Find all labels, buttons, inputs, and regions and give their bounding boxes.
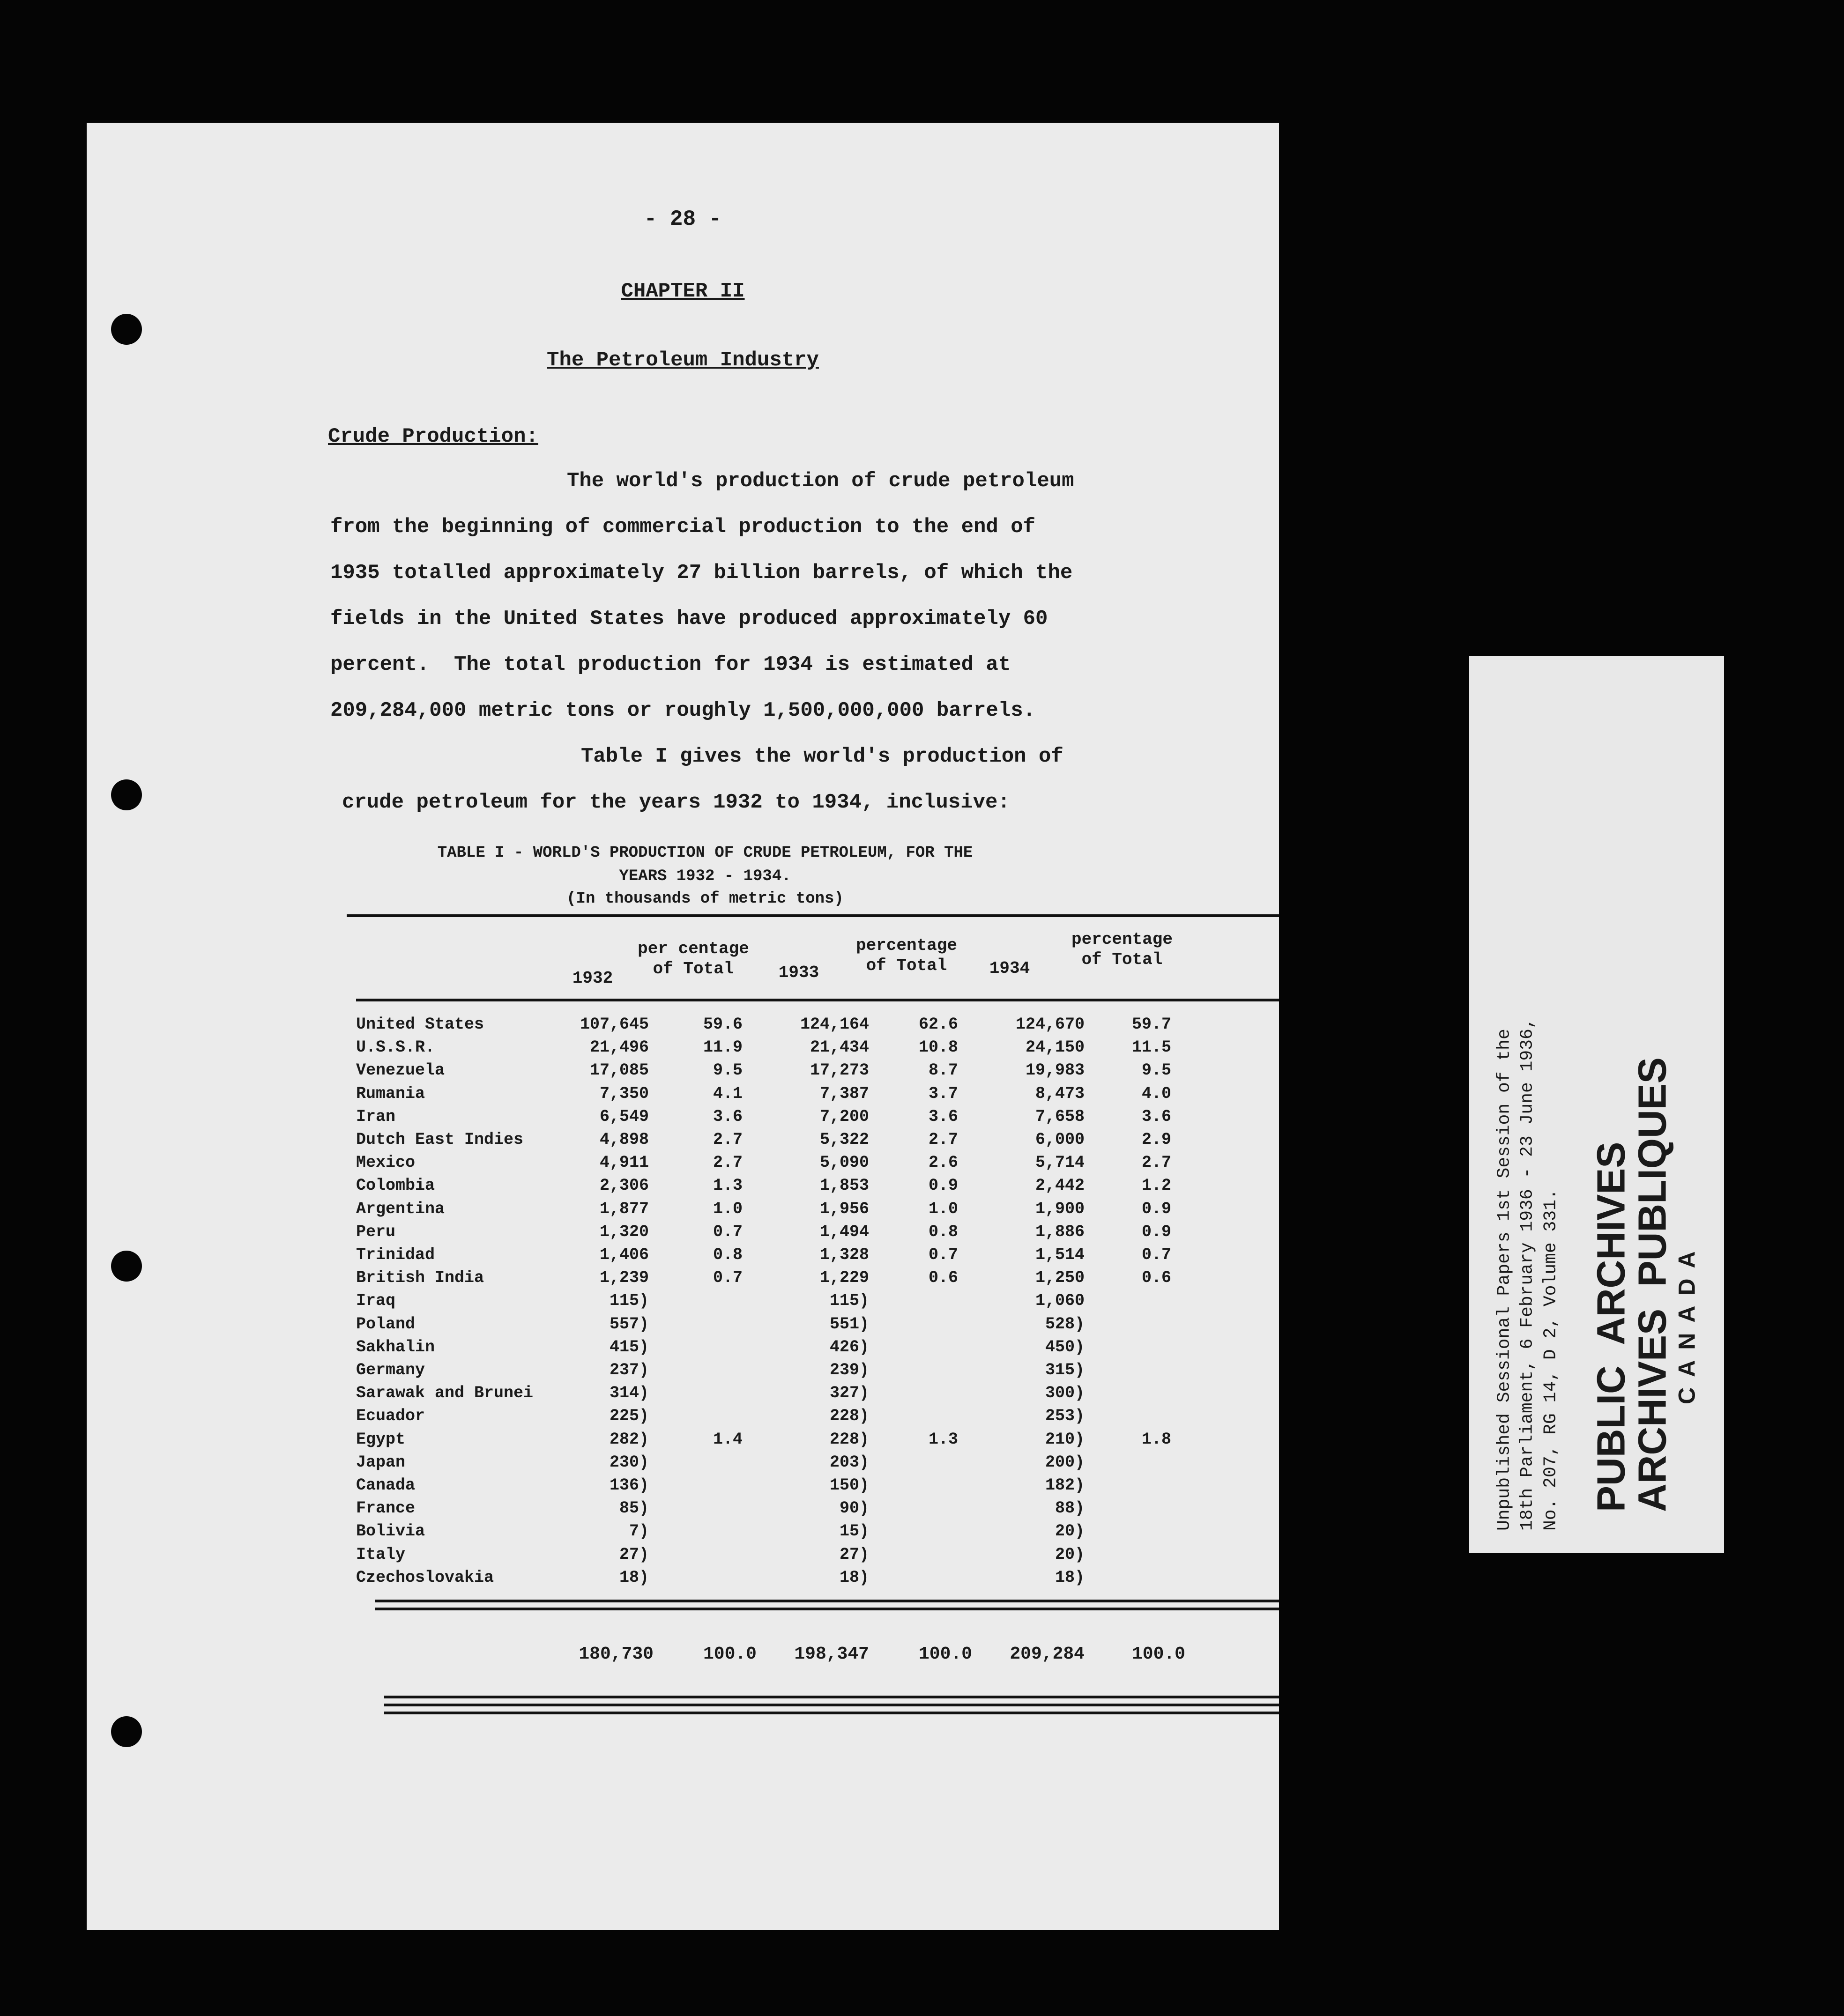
value-1932-cell: 225) (609, 1407, 649, 1426)
table-row (87, 1176, 1279, 1199)
header-pct-1934: percentage of Total (1071, 930, 1173, 970)
value-1934-cell: 1,900 (1035, 1199, 1085, 1218)
pct-1933-cell: 3.7 (928, 1084, 958, 1103)
paragraph-line: fields in the United States have produced approximately 60 (330, 607, 1048, 630)
value-1934-cell: 1,250 (1035, 1268, 1085, 1288)
paragraph-line: 209,284,000 metric tons or roughly 1,500,000,000 barrels. (330, 699, 1036, 722)
pct-1934-cell: 0.7 (1141, 1245, 1171, 1264)
punch-hole (111, 314, 142, 345)
pct-1933-cell: 0.6 (928, 1268, 958, 1288)
value-1933-cell: 15) (839, 1522, 869, 1541)
section-heading: Crude Production: (328, 425, 538, 448)
table-row (87, 1153, 1279, 1176)
archive-stamp-country: CANADA (1673, 1240, 1700, 1404)
value-1932-cell: 136) (609, 1476, 649, 1495)
country-cell: France (356, 1499, 416, 1518)
paragraph-line: 1935 totalled approximately 27 billion barrels, of which the (330, 561, 1073, 585)
total-pct-1932: 100.0 (703, 1644, 757, 1664)
table-row (87, 1223, 1279, 1245)
totals-rule (384, 1712, 1279, 1714)
country-cell: U.S.S.R. (356, 1038, 435, 1057)
table-row (87, 1061, 1279, 1083)
value-1933-cell: 124,164 (800, 1015, 869, 1034)
country-cell: British India (356, 1268, 484, 1288)
chapter-heading: CHAPTER II (621, 280, 745, 303)
header-1933: 1933 (778, 963, 819, 982)
pct-1934-cell: 0.6 (1141, 1268, 1171, 1288)
pct-1934-cell: 2.9 (1141, 1130, 1171, 1149)
pct-1933-cell: 0.8 (928, 1222, 958, 1241)
pct-1933-cell: 1.0 (928, 1199, 958, 1218)
country-cell: Rumania (356, 1084, 425, 1103)
table-row (87, 1407, 1279, 1429)
pct-1932-cell: 1.3 (713, 1176, 743, 1195)
pct-1932-cell: 4.1 (713, 1084, 743, 1103)
value-1933-cell: 228) (829, 1407, 869, 1426)
value-1933-cell: 239) (829, 1361, 869, 1379)
value-1932-cell: 314) (609, 1384, 649, 1403)
value-1933-cell: 18) (839, 1568, 869, 1587)
document-page (87, 123, 1279, 1930)
value-1933-cell: 90) (839, 1499, 869, 1518)
total-pct-1933: 100.0 (918, 1644, 972, 1664)
value-1933-cell: 1,229 (819, 1268, 869, 1288)
paragraph-line: from the beginning of commercial production to the end of (330, 515, 1036, 539)
archive-label (1469, 656, 1724, 1553)
total-1934: 209,284 (1010, 1644, 1085, 1664)
table-row (87, 1430, 1279, 1453)
value-1934-cell: 1,514 (1035, 1245, 1085, 1264)
value-1934-cell: 18) (1055, 1568, 1085, 1587)
value-1932-cell: 27) (619, 1545, 649, 1564)
value-1934-cell: 20) (1055, 1522, 1085, 1541)
paragraph-line: crude petroleum for the years 1932 to 1934, inclusive: (342, 791, 1010, 814)
value-1932-cell: 6,549 (599, 1107, 649, 1126)
country-cell: Iraq (356, 1291, 396, 1311)
total-pct-1934: 100.0 (1131, 1644, 1185, 1664)
value-1932-cell: 557) (609, 1314, 649, 1334)
table-row (87, 1384, 1279, 1406)
value-1933-cell: 150) (829, 1476, 869, 1495)
table-row (87, 1453, 1279, 1475)
pct-1934-cell: 0.9 (1141, 1199, 1171, 1218)
table-row (87, 1268, 1279, 1291)
value-1932-cell: 107,645 (580, 1015, 649, 1034)
pct-1932-cell: 1.0 (713, 1199, 743, 1218)
value-1934-cell: 182) (1045, 1476, 1085, 1495)
total-1932: 180,730 (579, 1644, 654, 1664)
totals-rule (384, 1696, 1279, 1698)
country-cell: United States (356, 1015, 484, 1034)
pct-1933-cell: 10.8 (918, 1038, 958, 1057)
value-1934-cell: 8,473 (1035, 1084, 1085, 1103)
value-1934-cell: 19,983 (1025, 1061, 1085, 1080)
country-cell: Trinidad (356, 1245, 435, 1264)
table-row (87, 1315, 1279, 1337)
value-1934-cell: 5,714 (1035, 1153, 1085, 1172)
table-row (87, 1084, 1279, 1107)
table-row (87, 1361, 1279, 1383)
value-1932-cell: 2,306 (599, 1176, 649, 1195)
value-1933-cell: 203) (829, 1453, 869, 1472)
table-rule-top (347, 914, 1279, 917)
pct-1932-cell: 0.7 (713, 1222, 743, 1241)
archive-label-text (1493, 664, 1700, 1545)
pct-1932-cell: 11.9 (703, 1038, 743, 1057)
value-1932-cell: 85) (619, 1499, 649, 1518)
value-1934-cell: 210) (1045, 1430, 1085, 1449)
value-1933-cell: 551) (829, 1314, 869, 1334)
country-cell: Sakhalin (356, 1337, 435, 1356)
pct-1934-cell: 3.6 (1141, 1107, 1171, 1126)
pct-1934-cell: 59.7 (1131, 1015, 1171, 1034)
pct-1933-cell: 2.7 (928, 1130, 958, 1149)
table-caption-units: (In thousands of metric tons) (566, 890, 844, 908)
table-caption-years: YEARS 1932 - 1934. (619, 867, 791, 885)
value-1934-cell: 124,670 (1015, 1015, 1085, 1034)
page-number: - 28 - (644, 207, 722, 231)
value-1933-cell: 327) (829, 1384, 869, 1403)
pct-1932-cell: 3.6 (713, 1107, 743, 1126)
value-1933-cell: 426) (829, 1337, 869, 1356)
pct-1933-cell: 62.6 (918, 1015, 958, 1034)
value-1933-cell: 228) (829, 1430, 869, 1449)
country-cell: Sarawak and Brunei (356, 1384, 534, 1403)
table-row (87, 1291, 1279, 1314)
value-1934-cell: 7,658 (1035, 1107, 1085, 1126)
value-1932-cell: 115) (609, 1291, 649, 1311)
value-1932-cell: 4,898 (599, 1130, 649, 1149)
country-cell: Ecuador (356, 1407, 425, 1426)
value-1932-cell: 415) (609, 1337, 649, 1356)
pct-1932-cell: 2.7 (713, 1153, 743, 1172)
value-1933-cell: 1,853 (819, 1176, 869, 1195)
header-pct-1933: percentage of Total (855, 936, 958, 976)
header-1934: 1934 (989, 959, 1030, 978)
country-cell: Venezuela (356, 1061, 445, 1080)
value-1933-cell: 27) (839, 1545, 869, 1564)
value-1932-cell: 7,350 (599, 1084, 649, 1103)
table-row (87, 1522, 1279, 1544)
value-1934-cell: 450) (1045, 1337, 1085, 1356)
value-1934-cell: 315) (1045, 1361, 1085, 1379)
pct-1932-cell: 1.4 (713, 1430, 743, 1449)
pct-1932-cell: 9.5 (713, 1061, 743, 1080)
table-row (87, 1015, 1279, 1038)
punch-hole (111, 779, 142, 810)
table-rule-bottom (375, 1608, 1279, 1610)
chapter-title: The Petroleum Industry (547, 348, 819, 372)
value-1934-cell: 253) (1045, 1407, 1085, 1426)
table-rule-header (356, 999, 1279, 1001)
value-1932-cell: 282) (609, 1430, 649, 1449)
value-1933-cell: 7,387 (819, 1084, 869, 1103)
value-1933-cell: 115) (829, 1291, 869, 1311)
table-row (87, 1338, 1279, 1360)
value-1934-cell: 6,000 (1035, 1130, 1085, 1149)
totals-rule (384, 1704, 1279, 1706)
value-1933-cell: 21,434 (810, 1038, 869, 1057)
value-1934-cell: 200) (1045, 1453, 1085, 1472)
value-1933-cell: 1,328 (819, 1245, 869, 1264)
pct-1933-cell: 3.6 (928, 1107, 958, 1126)
table-row (87, 1038, 1279, 1060)
pct-1932-cell: 0.7 (713, 1268, 743, 1288)
header-1932: 1932 (572, 969, 613, 988)
country-cell: Peru (356, 1222, 396, 1241)
pct-1933-cell: 0.9 (928, 1176, 958, 1195)
value-1933-cell: 1,494 (819, 1222, 869, 1241)
value-1934-cell: 20) (1055, 1545, 1085, 1564)
country-cell: Poland (356, 1314, 416, 1334)
pct-1932-cell: 2.7 (713, 1130, 743, 1149)
country-cell: Mexico (356, 1153, 416, 1172)
value-1932-cell: 4,911 (599, 1153, 649, 1172)
paragraph-line: Table I gives the world's production of (581, 745, 1063, 768)
value-1932-cell: 1,320 (599, 1222, 649, 1241)
table-rule-bottom (375, 1600, 1279, 1602)
pct-1934-cell: 0.9 (1141, 1222, 1171, 1241)
value-1933-cell: 17,273 (810, 1061, 869, 1080)
paragraph-line: The world's production of crude petroleum (567, 469, 1074, 493)
value-1932-cell: 1,406 (599, 1245, 649, 1264)
pct-1933-cell: 8.7 (928, 1061, 958, 1080)
pct-1932-cell: 0.8 (713, 1245, 743, 1264)
value-1932-cell: 7) (629, 1522, 649, 1541)
table-row (87, 1545, 1279, 1568)
pct-1934-cell: 2.7 (1141, 1153, 1171, 1172)
country-cell: Dutch East Indies (356, 1130, 524, 1149)
country-cell: Colombia (356, 1176, 435, 1195)
pct-1934-cell: 4.0 (1141, 1084, 1171, 1103)
archive-stamp-french: ARCHIVES PUBLIQUES (1630, 1057, 1674, 1512)
value-1934-cell: 1,060 (1035, 1291, 1085, 1311)
archive-stamp-english: PUBLIC ARCHIVES (1589, 1141, 1633, 1512)
pct-1932-cell: 59.6 (703, 1015, 743, 1034)
pct-1933-cell: 1.3 (928, 1430, 958, 1449)
archive-citation-line: Unpublished Sessional Papers 1st Session of the (1494, 1028, 1515, 1531)
value-1934-cell: 2,442 (1035, 1176, 1085, 1195)
pct-1934-cell: 11.5 (1131, 1038, 1171, 1057)
country-cell: Canada (356, 1476, 416, 1495)
value-1932-cell: 230) (609, 1453, 649, 1472)
table-row (87, 1107, 1279, 1130)
pct-1934-cell: 1.2 (1141, 1176, 1171, 1195)
value-1934-cell: 300) (1045, 1384, 1085, 1403)
header-pct-1932: per centage of Total (638, 939, 749, 979)
table-row (87, 1130, 1279, 1153)
value-1933-cell: 5,090 (819, 1153, 869, 1172)
country-cell: Iran (356, 1107, 396, 1126)
value-1932-cell: 1,239 (599, 1268, 649, 1288)
country-cell: Argentina (356, 1199, 445, 1218)
archive-citation-line: 18th Parliament, 6 February 1936 - 23 June 1936, (1517, 1017, 1538, 1531)
table-caption: TABLE I - WORLD'S PRODUCTION OF CRUDE PETROLEUM, FOR THE (437, 844, 973, 862)
value-1932-cell: 17,085 (589, 1061, 649, 1080)
pct-1933-cell: 0.7 (928, 1245, 958, 1264)
table-row (87, 1476, 1279, 1498)
value-1934-cell: 528) (1045, 1314, 1085, 1334)
total-1933: 198,347 (794, 1644, 869, 1664)
value-1933-cell: 1,956 (819, 1199, 869, 1218)
punch-hole (111, 1716, 142, 1747)
country-cell: Egypt (356, 1430, 406, 1449)
table-row (87, 1499, 1279, 1521)
pct-1933-cell: 2.6 (928, 1153, 958, 1172)
archive-citation-line: No. 207, RG 14, D 2, Volume 331. (1540, 1188, 1561, 1531)
pct-1934-cell: 9.5 (1141, 1061, 1171, 1080)
value-1932-cell: 237) (609, 1361, 649, 1379)
value-1933-cell: 5,322 (819, 1130, 869, 1149)
value-1932-cell: 21,496 (589, 1038, 649, 1057)
value-1934-cell: 88) (1055, 1499, 1085, 1518)
value-1932-cell: 18) (619, 1568, 649, 1587)
paragraph-line: percent. The total production for 1934 is estimated at (330, 653, 1011, 676)
country-cell: Japan (356, 1453, 406, 1472)
value-1934-cell: 1,886 (1035, 1222, 1085, 1241)
value-1932-cell: 1,877 (599, 1199, 649, 1218)
table-row (87, 1200, 1279, 1222)
country-cell: Italy (356, 1545, 406, 1564)
country-cell: Bolivia (356, 1522, 425, 1541)
value-1933-cell: 7,200 (819, 1107, 869, 1126)
country-cell: Germany (356, 1361, 425, 1379)
table-row (87, 1245, 1279, 1268)
table-row (87, 1568, 1279, 1591)
pct-1934-cell: 1.8 (1141, 1430, 1171, 1449)
value-1934-cell: 24,150 (1025, 1038, 1085, 1057)
country-cell: Czechoslovakia (356, 1568, 494, 1587)
